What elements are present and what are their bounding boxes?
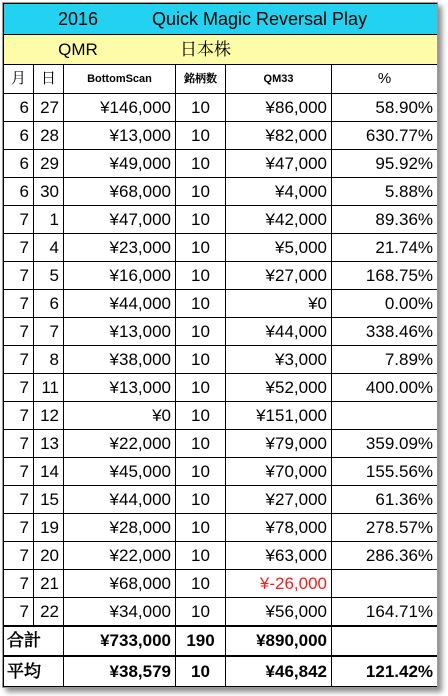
average-row-bottomscan[interactable]: ¥38,579 xyxy=(64,656,176,687)
day-cell[interactable]: 20 xyxy=(34,542,64,570)
pct-cell[interactable]: 630.77% xyxy=(332,122,438,150)
day-cell[interactable]: 29 xyxy=(34,150,64,178)
bottomscan-cell[interactable]: ¥13,000 xyxy=(64,318,176,346)
qm33-cell[interactable]: ¥151,000 xyxy=(226,402,332,430)
count-cell[interactable]: 10 xyxy=(176,458,226,486)
qm33-cell[interactable]: ¥56,000 xyxy=(226,598,332,627)
results-table xyxy=(3,3,438,687)
bottomscan-cell[interactable]: ¥68,000 xyxy=(64,178,176,206)
count-cell[interactable]: 10 xyxy=(176,430,226,458)
pct-cell[interactable]: 58.90% xyxy=(332,94,438,122)
month-cell[interactable]: 7 xyxy=(4,206,34,234)
table-row xyxy=(4,374,438,402)
bottomscan-cell[interactable]: ¥23,000 xyxy=(64,234,176,262)
month-cell[interactable]: 6 xyxy=(4,178,34,206)
header-bottomscan[interactable]: BottomScan xyxy=(64,65,176,94)
count-cell[interactable]: 10 xyxy=(176,290,226,318)
header-pct[interactable]: % xyxy=(332,65,438,94)
pct-cell[interactable]: 286.36% xyxy=(332,542,438,570)
pct-cell[interactable]: 5.88% xyxy=(332,178,438,206)
table-row xyxy=(4,542,438,570)
total-row xyxy=(4,626,438,656)
header-qm33[interactable]: QM33 xyxy=(226,65,332,94)
title-year: 2016 xyxy=(57,9,99,29)
day-cell[interactable]: 13 xyxy=(34,430,64,458)
month-cell[interactable]: 7 xyxy=(4,542,34,570)
bottomscan-cell[interactable]: ¥45,000 xyxy=(64,458,176,486)
table-row xyxy=(4,486,438,514)
title-row xyxy=(4,4,438,35)
total-row-pct[interactable] xyxy=(332,626,438,656)
bottomscan-cell[interactable]: ¥146,000 xyxy=(64,94,176,122)
count-cell[interactable]: 10 xyxy=(176,234,226,262)
table-row xyxy=(4,318,438,346)
subtitle-market: 日本株 xyxy=(180,40,231,59)
table-row xyxy=(4,234,438,262)
day-cell[interactable]: 27 xyxy=(34,94,64,122)
qm33-cell[interactable]: ¥82,000 xyxy=(226,122,332,150)
day-cell[interactable]: 15 xyxy=(34,486,64,514)
day-cell[interactable]: 22 xyxy=(34,598,64,627)
month-cell[interactable]: 6 xyxy=(4,122,34,150)
total-row-qm33[interactable]: ¥890,000 xyxy=(226,626,332,656)
qm33-cell[interactable]: ¥5,000 xyxy=(226,234,332,262)
table-row xyxy=(4,514,438,542)
bottomscan-cell[interactable]: ¥13,000 xyxy=(64,122,176,150)
qm33-cell[interactable]: ¥52,000 xyxy=(226,374,332,402)
table-row xyxy=(4,402,438,430)
month-cell[interactable]: 7 xyxy=(4,598,34,627)
month-cell[interactable]: 6 xyxy=(4,94,34,122)
table-row xyxy=(4,178,438,206)
day-cell[interactable]: 12 xyxy=(34,402,64,430)
count-cell[interactable]: 10 xyxy=(176,178,226,206)
count-cell[interactable]: 10 xyxy=(176,486,226,514)
count-cell[interactable]: 10 xyxy=(176,598,226,627)
table-row xyxy=(4,94,438,122)
subtitle-row xyxy=(4,35,438,65)
month-cell[interactable]: 7 xyxy=(4,374,34,402)
day-cell[interactable]: 6 xyxy=(34,290,64,318)
header-count[interactable]: 銘柄数 xyxy=(176,65,226,94)
qm33-cell[interactable]: ¥4,000 xyxy=(226,178,332,206)
average-row-count[interactable]: 10 xyxy=(176,656,226,687)
count-cell[interactable]: 10 xyxy=(176,570,226,598)
day-cell[interactable]: 30 xyxy=(34,178,64,206)
qm33-cell[interactable]: ¥79,000 xyxy=(226,430,332,458)
day-cell[interactable]: 7 xyxy=(34,318,64,346)
qm33-cell[interactable]: ¥70,000 xyxy=(226,458,332,486)
month-cell[interactable]: 7 xyxy=(4,486,34,514)
qm33-cell[interactable]: ¥27,000 xyxy=(226,262,332,290)
month-cell[interactable]: 7 xyxy=(4,290,34,318)
pct-cell[interactable]: 338.46% xyxy=(332,318,438,346)
count-cell[interactable]: 10 xyxy=(176,122,226,150)
count-cell[interactable]: 10 xyxy=(176,262,226,290)
count-cell[interactable]: 10 xyxy=(176,374,226,402)
count-cell[interactable]: 10 xyxy=(176,402,226,430)
qm33-cell[interactable]: ¥63,000 xyxy=(226,542,332,570)
qm33-cell[interactable]: ¥78,000 xyxy=(226,514,332,542)
count-cell[interactable]: 10 xyxy=(176,318,226,346)
table-row xyxy=(4,262,438,290)
count-cell[interactable]: 10 xyxy=(176,206,226,234)
table-row xyxy=(4,346,438,374)
average-row-label[interactable]: 平均 xyxy=(4,656,64,687)
bottomscan-cell[interactable]: ¥68,000 xyxy=(64,570,176,598)
count-cell[interactable]: 10 xyxy=(176,94,226,122)
subtitle-cell[interactable] xyxy=(4,35,438,65)
pct-cell[interactable]: 359.09% xyxy=(332,430,438,458)
qm33-cell[interactable]: ¥42,000 xyxy=(226,206,332,234)
pct-cell[interactable]: 95.92% xyxy=(332,150,438,178)
qm33-cell[interactable]: ¥47,000 xyxy=(226,150,332,178)
table-row xyxy=(4,122,438,150)
count-cell[interactable]: 10 xyxy=(176,542,226,570)
count-cell[interactable]: 10 xyxy=(176,150,226,178)
bottomscan-cell[interactable]: ¥16,000 xyxy=(64,262,176,290)
month-cell[interactable]: 7 xyxy=(4,514,34,542)
day-cell[interactable]: 28 xyxy=(34,122,64,150)
header-month[interactable]: 月 xyxy=(4,65,34,94)
bottomscan-cell[interactable]: ¥38,000 xyxy=(64,346,176,374)
pct-cell[interactable]: 278.57% xyxy=(332,514,438,542)
qm33-cell[interactable]: ¥27,000 xyxy=(226,486,332,514)
pct-cell[interactable]: 89.36% xyxy=(332,206,438,234)
header-row xyxy=(4,65,438,94)
bottomscan-cell[interactable]: ¥49,000 xyxy=(64,150,176,178)
table-row xyxy=(4,206,438,234)
total-row-bottomscan[interactable]: ¥733,000 xyxy=(64,626,176,656)
table-row xyxy=(4,430,438,458)
count-cell[interactable]: 10 xyxy=(176,514,226,542)
qm33-cell[interactable]: ¥0 xyxy=(226,290,332,318)
day-cell[interactable]: 14 xyxy=(34,458,64,486)
pct-cell[interactable]: 168.75% xyxy=(332,262,438,290)
pct-cell[interactable]: 164.71% xyxy=(332,598,438,627)
title-text: Quick Magic Reversal Play xyxy=(152,9,368,29)
table-row xyxy=(4,458,438,486)
day-cell[interactable]: 11 xyxy=(34,374,64,402)
day-cell[interactable]: 8 xyxy=(34,346,64,374)
bottomscan-cell[interactable]: ¥13,000 xyxy=(64,374,176,402)
pct-cell[interactable]: 61.36% xyxy=(332,486,438,514)
pct-cell[interactable]: 7.89% xyxy=(332,346,438,374)
average-row-qm33[interactable]: ¥46,842 xyxy=(226,656,332,687)
pct-cell[interactable]: 400.00% xyxy=(332,374,438,402)
bottomscan-cell[interactable]: ¥44,000 xyxy=(64,486,176,514)
bottomscan-cell[interactable]: ¥28,000 xyxy=(64,514,176,542)
month-cell[interactable]: 7 xyxy=(4,318,34,346)
bottomscan-cell[interactable]: ¥34,000 xyxy=(64,598,176,627)
pct-cell[interactable] xyxy=(332,402,438,430)
qm33-cell[interactable]: ¥3,000 xyxy=(226,346,332,374)
table-row xyxy=(4,570,438,598)
header-day[interactable]: 日 xyxy=(34,65,64,94)
day-cell[interactable]: 4 xyxy=(34,234,64,262)
pct-cell[interactable] xyxy=(332,570,438,598)
spreadsheet xyxy=(2,2,438,688)
day-cell[interactable]: 21 xyxy=(34,570,64,598)
pct-cell[interactable]: 155.56% xyxy=(332,458,438,486)
pct-cell[interactable]: 21.74% xyxy=(332,234,438,262)
title-cell[interactable] xyxy=(4,4,438,35)
month-cell[interactable]: 7 xyxy=(4,570,34,598)
count-cell[interactable]: 10 xyxy=(176,346,226,374)
month-cell[interactable]: 7 xyxy=(4,346,34,374)
month-cell[interactable]: 7 xyxy=(4,262,34,290)
qm33-cell[interactable]: ¥44,000 xyxy=(226,318,332,346)
qm33-cell[interactable]: ¥-26,000 xyxy=(226,570,332,598)
bottomscan-cell[interactable]: ¥0 xyxy=(64,402,176,430)
month-cell[interactable]: 7 xyxy=(4,430,34,458)
total-row-label[interactable]: 合計 xyxy=(4,626,64,656)
bottomscan-cell[interactable]: ¥47,000 xyxy=(64,206,176,234)
average-row-pct[interactable]: 121.42% xyxy=(332,656,438,687)
pct-cell[interactable]: 0.00% xyxy=(332,290,438,318)
month-cell[interactable]: 6 xyxy=(4,150,34,178)
month-cell[interactable]: 7 xyxy=(4,234,34,262)
bottomscan-cell[interactable]: ¥44,000 xyxy=(64,290,176,318)
month-cell[interactable]: 7 xyxy=(4,458,34,486)
table-row xyxy=(4,290,438,318)
subtitle-code: QMR xyxy=(58,40,98,59)
qm33-cell[interactable]: ¥86,000 xyxy=(226,94,332,122)
bottomscan-cell[interactable]: ¥22,000 xyxy=(64,542,176,570)
average-row xyxy=(4,656,438,687)
bottomscan-cell[interactable]: ¥22,000 xyxy=(64,430,176,458)
total-row-count[interactable]: 190 xyxy=(176,626,226,656)
day-cell[interactable]: 5 xyxy=(34,262,64,290)
day-cell[interactable]: 1 xyxy=(34,206,64,234)
day-cell[interactable]: 19 xyxy=(34,514,64,542)
table-row xyxy=(4,150,438,178)
month-cell[interactable]: 7 xyxy=(4,402,34,430)
table-row xyxy=(4,598,438,627)
